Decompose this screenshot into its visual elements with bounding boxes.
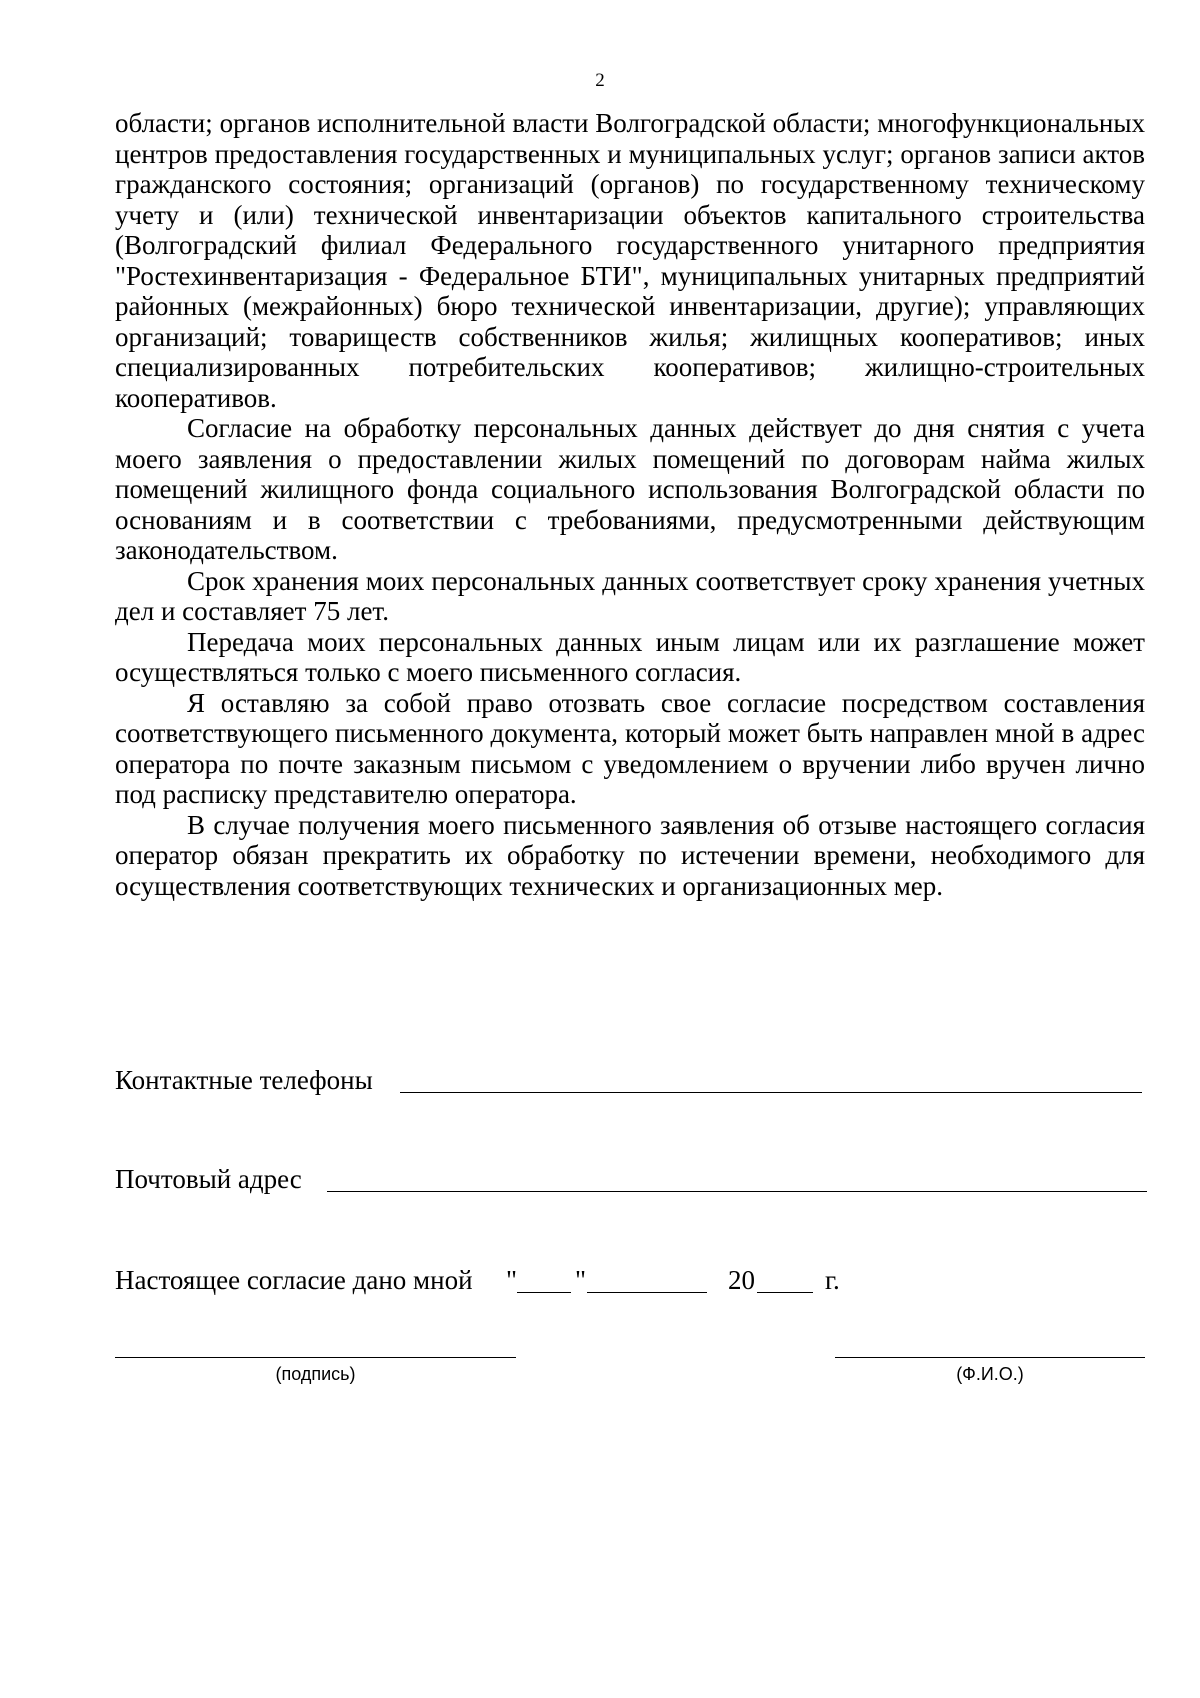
- day-blank-line[interactable]: [517, 1292, 571, 1293]
- paragraph-withdrawal-right: Я оставляю за собой право отозвать свое согласие посредством составления соответствующего письменного документа, который может быть направлен мной в адрес оператора по почте заказным письмом с уведомлением о вручении либо вручен лично под расписку представителю оператора.: [115, 687, 1145, 809]
- quote-close: ": [575, 1265, 587, 1295]
- full-name-caption: (Ф.И.О.): [956, 1364, 1024, 1384]
- quote-open: ": [506, 1265, 518, 1295]
- month-blank-line[interactable]: [587, 1292, 707, 1293]
- postal-label: Почтовый адрес: [115, 1164, 302, 1194]
- postal-blank-line[interactable]: [327, 1191, 1147, 1192]
- paragraph-continuation: области; органов исполнительной власти Волгоградской области; многофункциональных центров предоставления государственных и муниципальных услуг; органов записи актов гражданского состояния; организаций (органов) по государственному техническому учету и (или) технической инвентаризации объектов капитального строительства (Волгоградский филиал Федерального государственного унитарного предприятия "Ростехинвентаризация - Федеральное БТИ", муниципальных унитарных предприятий районных (межрайонных) бюро технической инвентаризации, другие); управляющих организаций; товариществ собственников жилья; жилищных кооперативов; иных специализированных потребительских кооперативов; жилищно-строительных кооперативов.: [115, 108, 1145, 413]
- contacts-row: [115, 1064, 373, 1096]
- signature-line[interactable]: [115, 1357, 516, 1358]
- full-name-line[interactable]: [835, 1357, 1145, 1358]
- year-blank-line[interactable]: [757, 1292, 813, 1293]
- paragraph-consent-validity: Согласие на обработку персональных данных действует до дня снятия с учета моего заявления о предоставлении жилых помещений по договорам найма жилых помещений жилищного фонда социального использования Волгоградской области по основаниям и в соответствии с требованиями, предусмотренными действующим законодательством.: [115, 413, 1145, 565]
- contacts-blank-line[interactable]: [400, 1092, 1142, 1093]
- paragraph-disclosure: Передача моих персональных данных иным лицам или их разглашение может осуществляться только с моего письменного согласия.: [115, 626, 1145, 687]
- signature-caption: (подпись): [275, 1364, 356, 1384]
- year-suffix: г.: [825, 1265, 840, 1295]
- paragraph-withdrawal-effect: В случае получения моего письменного заявления об отзыве настоящего согласия оператор обязан прекратить их обработку по истечении времени, необходимого для осуществления соответствующих технических и организационных мер.: [115, 809, 1145, 901]
- postal-row: [115, 1163, 302, 1195]
- paragraph-retention-period: Срок хранения моих персональных данных соответствует сроку хранения учетных дел и составляет 75 лет.: [115, 565, 1145, 626]
- contacts-label: Контактные телефоны: [115, 1065, 373, 1095]
- year-prefix: 20: [728, 1265, 755, 1295]
- consent-given-label: Настоящее согласие дано мной: [115, 1265, 473, 1295]
- page-number: 2: [595, 70, 605, 91]
- document-body: [115, 108, 1145, 901]
